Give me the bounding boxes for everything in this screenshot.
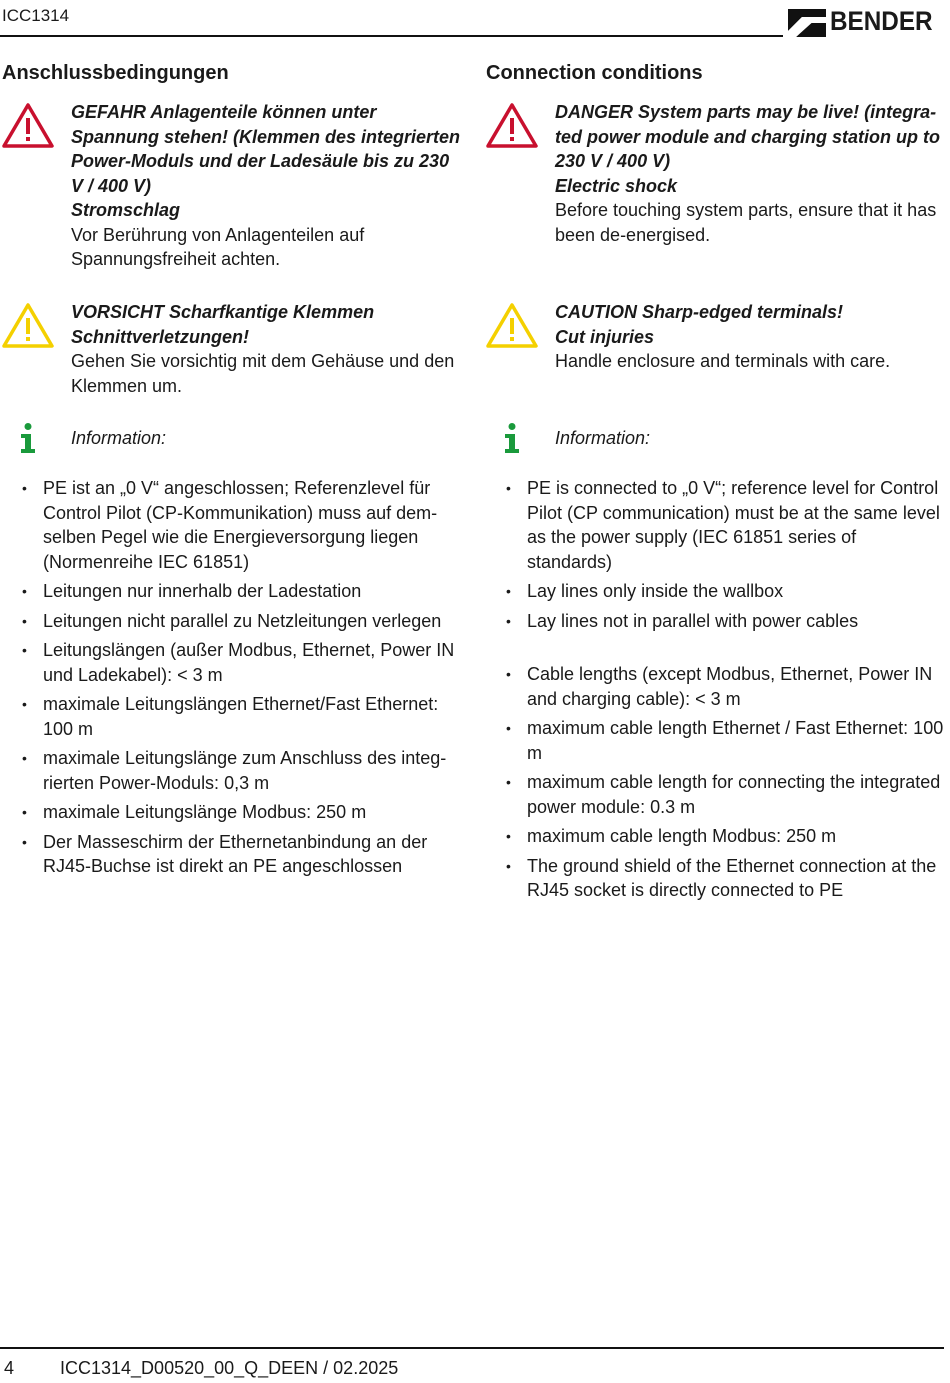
danger-keyword-de: GEFAHR [71,102,147,122]
list-item: • maximum cable length for connecting the integrated power module: 0.3 m [486,770,944,819]
bender-logo-icon [788,7,826,37]
danger-text-de: Anlagenteile können unter Spannung stehen! (Klemmen des integrierten Power-Moduls und der Ladesäule bis zu 230 V / 400 V) [71,102,461,196]
brand-logo [788,6,944,37]
caution-text-en: Sharp-edged terminals! [637,302,844,322]
list-item: • Leitungslängen (außer Modbus, Ethernet, Power IN und Ladekabel): < 3 m [2,638,462,687]
section-title-de: Anschlussbedingungen [2,62,229,84]
info-label-de: Information: [71,428,167,448]
info-icon [18,422,38,454]
list-item: • maximum cable length Modbus: 250 m [486,824,944,849]
column-english [486,60,944,908]
caution-notice-en [486,300,944,426]
info-notice-en [486,426,944,476]
column-german [2,60,462,884]
list-item: • Leitungen nur innerhalb der Ladestation [2,579,462,604]
section-title-en: Connection conditions [486,62,703,84]
caution-consequence-de: Schnittverletzungen! [71,326,250,347]
info-notice-de [2,426,462,476]
list-item: • Lay lines only inside the wallbox [486,579,944,604]
caution-heading-en [555,300,944,325]
caution-heading-de [71,300,462,325]
header-rule [0,35,783,37]
info-label-en: Information: [555,428,651,448]
caution-keyword-de: VORSICHT [71,302,165,322]
danger-warning-icon [2,102,54,148]
danger-consequence-en: Electric shock [555,175,678,196]
list-item: • maximale Leitungslängen Ethernet/Fast Ethernet: 100 m [2,692,462,741]
danger-consequence-de: Stromschlag [71,200,181,220]
list-item: • Cable lengths (except Modbus, Ethernet, Power IN and charging cable): < 3 m [486,662,944,711]
caution-notice-de [2,300,462,426]
caution-warning-icon [2,302,54,348]
caution-warning-icon [486,302,538,348]
danger-keyword-en: DANGER [555,102,634,122]
footer-rule [0,1347,944,1349]
list-item: • Der Masseschirm der Ethernetanbindung an der RJ45-Buchse ist direkt an PE angeschlossen [2,830,462,879]
caution-action-de: Gehen Sie vorsichtig mit dem Gehäuse und den Klemmen um. [71,351,455,396]
footer-doc-ref: ICC1314_D00520_00_Q_DEEN / 02.2025 [60,1358,399,1378]
danger-heading-de [71,100,462,198]
list-item: • PE is connected to „0 V“; reference level for Control Pilot (CP communication) must be at the same level as the power supply (IEC 61851 series of standards) [486,476,944,574]
list-item: • The ground shield of the Ethernet connection at the RJ45 socket is directly connected to PE [486,854,944,903]
list-item: • maximale Leitungslänge Modbus: 250 m [2,800,462,825]
danger-warning-icon [486,102,538,148]
danger-action-en: Before touching system parts, ensure that it has been de-energised. [555,200,937,245]
caution-text-de: Scharfkantige Klemmen [164,302,375,322]
caution-action-en: Handle enclosure and terminals with care. [555,351,891,371]
header-doc-id: ICC1314 [2,6,70,25]
danger-text-en: System parts may be live! (integrated power module and charging station up to 230 V / 400 V) [555,102,941,171]
caution-keyword-en: CAUTION [555,302,637,322]
brand-name: BENDER [829,6,933,36]
list-item: • Lay lines not in parallel with power cables [486,609,944,634]
danger-notice-en [486,100,944,300]
page-number: 4 [4,1358,15,1378]
list-item: • Leitungen nicht parallel zu Netzleitungen verlegen [2,609,462,634]
list-item: • maximum cable length Ethernet / Fast Ethernet: 100 m [486,716,944,765]
bullet-list-en [486,476,944,903]
list-item: • PE ist an „0 V“ angeschlossen; Referenzlevel für Control Pilot (CP-Kommunikation) muss auf demselben Pegel wie die Energieversorgung liegen (Normenreihe IEC 61851) [2,476,462,574]
bullet-list-de [2,476,462,879]
danger-action-de: Vor Berührung von Anlagenteilen auf Spannungsfreiheit achten. [71,224,365,269]
info-icon [502,422,522,454]
danger-notice-de [2,100,462,300]
caution-consequence-en: Cut injuries [555,326,655,347]
list-item: • maximale Leitungslänge zum Anschluss des integrierten Power-Moduls: 0,3 m [2,746,462,795]
danger-heading-en [555,100,944,174]
